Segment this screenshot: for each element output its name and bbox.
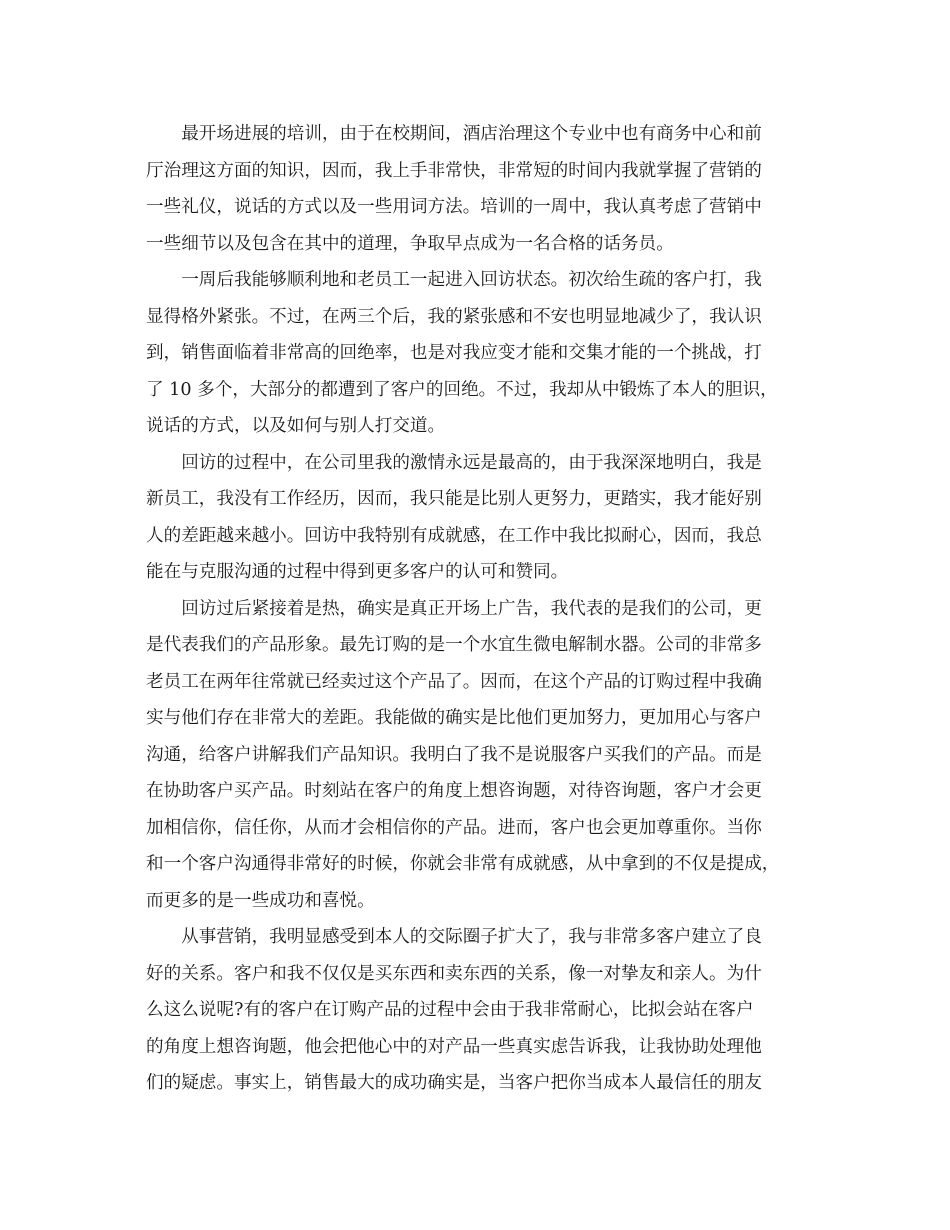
text-line: 从事营销，我明显感受到本人的交际圈子扩大了，我与非常多客户建立了良 [146,927,762,947]
text-line: 在协助客户买产品。时刻站在客户的角度上想咨询题，对待咨询题，客户才会更 [146,781,762,801]
text-line: 回访过后紧接着是热，确实是真正开场上广告，我代表的是我们的公司，更 [146,598,762,619]
text-line: 能在与克服沟通的过程中得到更多客户的认可和赞同。 [146,562,569,582]
text-line: 们的疑虑。事实上，销售最大的成功确实是，当客户把你当成本人最信任的朋友 [146,1073,762,1093]
text-line: 加相信你，信任你，从而才会相信你的产品。进而，客户也会更加尊重你。当你 [146,817,762,838]
text-line: 了 10 多个，大部分的都遭到了客户的回绝。不过，我却从中锻炼了本人的胆识， [146,379,778,400]
paragraph-product-sales [146,591,811,920]
text-line: 老员工在两年往常就已经卖过这个产品了。因而，在这个产品的订购过程中我确 [146,671,762,692]
text-line: 人的差距越来越小。回访中我特别有成就感，在工作中我比拟耐心，因而，我总 [146,525,762,546]
text-line: 回访的过程中，在公司里我的激情永远是最高的，由于我深深地明白，我是 [146,452,762,473]
paragraph-marketing-relations [146,919,811,1102]
text-line: 沟通，给客户讲解我们产品知识。我明白了我不是说服客户买我们的产品。而是 [146,744,762,765]
text-line: 而更多的是一些成功和喜悦。 [146,890,375,911]
text-line: 说话的方式，以及如何与别人打交道。 [146,416,446,436]
text-line: 厅治理这方面的知识，因而，我上手非常快，非常短的时间内我就掌握了营销的 [146,160,762,181]
text-line: 和一个客户沟通得非常好的时候，你就会非常有成就感，从中拿到的不仅是提成， [146,854,780,874]
text-line: 到，销售面临着非常高的回绝率，也是对我应变才能和交集才能的一个挑战，打 [146,343,762,363]
text-line: 一些细节以及包含在其中的道理，争取早点成为一名合格的话务员。 [146,233,674,254]
text-line: 一周后我能够顺利地和老员工一起进入回访状态。初次给生疏的客户打，我 [146,270,762,290]
text-line: 一些礼仪，说话的方式以及一些用词方法。培训的一周中，我认真考虑了营销中 [146,197,762,217]
text-line: 实与他们存在非常大的差距。我能做的确实是比他们更加努力，更加用心与客户 [146,708,762,728]
text-line: 的角度上想咨询题，他会把他心中的对产品一些真实虑告诉我，让我协助处理他 [146,1036,762,1057]
text-line: 新员工，我没有工作经历，因而，我只能是比别人更努力，更踏实，我才能好别 [146,489,762,509]
document-body [146,116,811,1102]
text-line: 是代表我们的产品形象。最先订购的是一个水宜生微电解制水器。公司的非常多 [146,635,762,655]
text-line: 显得格外紧张。不过，在两三个后，我的紧张感和不安也明显地减少了，我认识 [146,306,762,327]
text-line: 么这么说呢?有的客户在订购产品的过程中会由于我非常耐心，比拟会站在客户 [146,1000,754,1020]
text-line: 最开场进展的培训，由于在校期间，酒店治理这个专业中也有商务中心和前 [146,124,762,144]
paragraph-training [146,116,811,262]
paragraph-callback-start [146,262,811,445]
paragraph-callback-process [146,445,811,591]
text-line: 好的关系。客户和我不仅仅是买东西和卖东西的关系，像一对挚友和亲人。为什 [146,963,762,984]
